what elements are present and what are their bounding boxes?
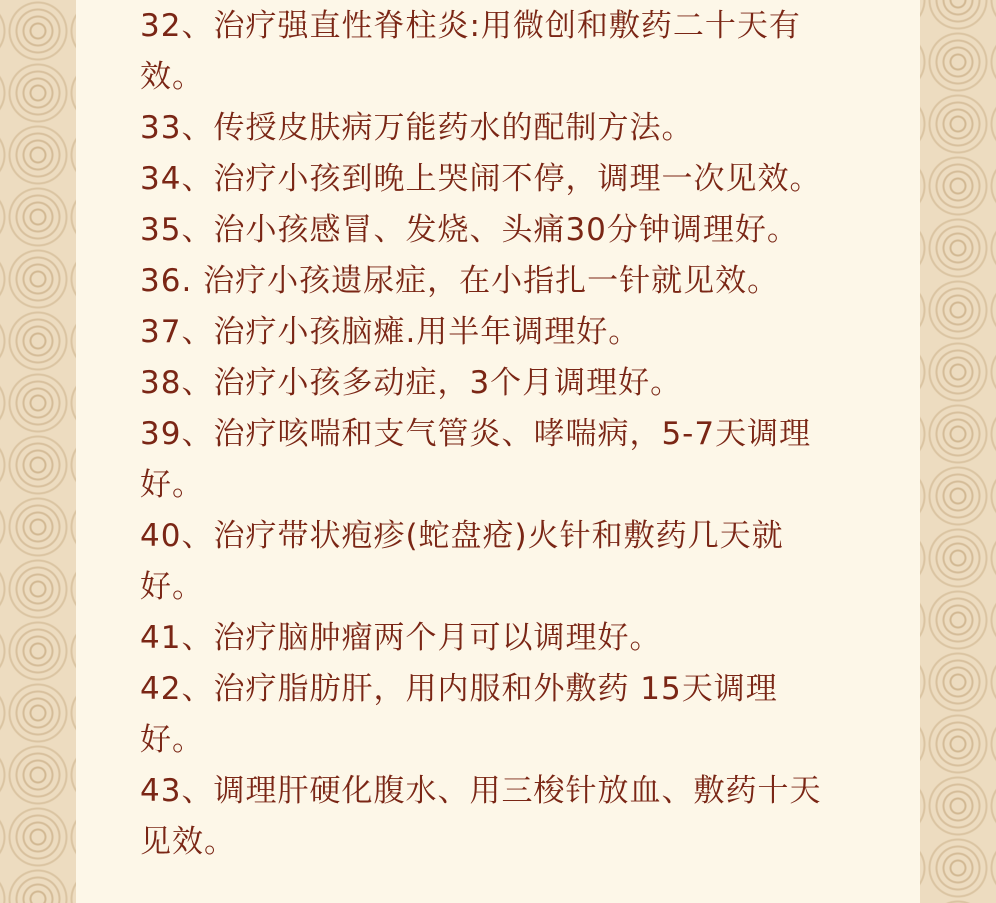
list-item: 34、治疗小孩到晚上哭闹不停，调理一次见效。: [140, 161, 822, 197]
list-item: 41、治疗脑肿瘤两个月可以调理好。: [140, 620, 662, 656]
decorative-border-left: [0, 0, 76, 903]
list-item: 32、治疗强直性脊柱炎:用微创和敷药二十天有效。: [140, 8, 801, 95]
list-item: 38、治疗小孩多动症，3个月调理好。: [140, 365, 683, 401]
treatment-list: [140, 1, 840, 868]
list-item: 40、治疗带状疱疹(蛇盘疮)火针和敷药几天就好。: [140, 518, 784, 605]
list-item: 33、传授皮肤病万能药水的配制方法。: [140, 110, 694, 146]
list-item: 37、治疗小孩脑瘫.用半年调理好。: [140, 314, 641, 350]
content-panel: [76, 0, 920, 903]
list-item: 36. 治疗小孩遗尿症，在小指扎一针就见效。: [140, 263, 780, 299]
list-item: 35、治小孩感冒、发烧、头痛30分钟调理好。: [140, 212, 799, 248]
list-item: 42、治疗脂肪肝，用内服和外敷药 15天调理好。: [140, 671, 778, 758]
list-item: 43、调理肝硬化腹水、用三梭针放血、敷药十天见效。: [140, 773, 822, 860]
decorative-border-right: [920, 0, 996, 903]
list-item: 39、治疗咳喘和支气管炎、哮喘病，5-7天调理好。: [140, 416, 812, 503]
